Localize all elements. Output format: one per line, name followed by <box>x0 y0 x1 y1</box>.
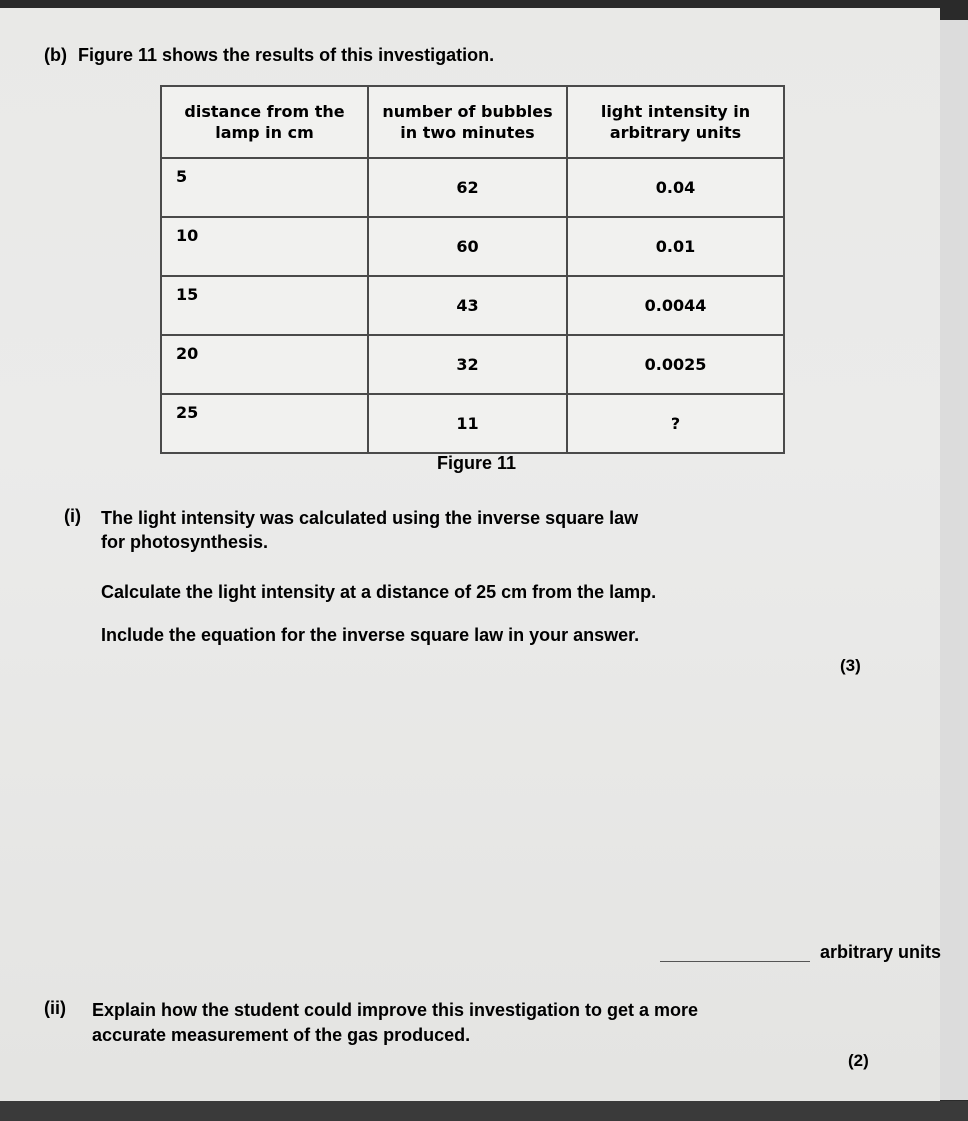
cell-distance: 25 <box>161 394 368 453</box>
question-ii-label: (ii) <box>44 998 66 1018</box>
header-intensity: light intensity in arbitrary units <box>567 86 784 158</box>
cell-distance: 20 <box>161 335 368 394</box>
cell-bubbles: 43 <box>368 276 567 335</box>
cell-bubbles: 11 <box>368 394 567 453</box>
page-edge <box>940 20 968 1100</box>
question-ii-line1: Explain how the student could improve this investigation to get a more <box>92 1000 699 1020</box>
table-row <box>161 276 784 335</box>
table-row <box>161 158 784 217</box>
cell-bubbles: 62 <box>368 158 567 217</box>
question-i-label: (i) <box>64 506 81 526</box>
part-b-heading <box>44 45 494 66</box>
cell-bubbles: 32 <box>368 335 567 394</box>
cell-bubbles: 60 <box>368 217 567 276</box>
question-i-instruction2: Include the equation for the inverse square law in your answer. <box>101 625 640 645</box>
question-i-instruction1: Calculate the light intensity at a distance of 25 cm from the lamp. <box>101 582 657 602</box>
question-ii-line2: accurate measurement of the gas produced. <box>92 1025 471 1045</box>
header-bubbles: number of bubbles in two minutes <box>368 86 567 158</box>
cell-distance: 10 <box>161 217 368 276</box>
table-row <box>161 217 784 276</box>
question-i-marks: (3) <box>840 656 861 675</box>
table-row <box>161 335 784 394</box>
answer-units: arbitrary units <box>820 942 942 962</box>
cell-intensity: 0.0044 <box>567 276 784 335</box>
cell-intensity: 0.01 <box>567 217 784 276</box>
cell-distance: 5 <box>161 158 368 217</box>
cell-intensity: 0.04 <box>567 158 784 217</box>
header-distance: distance from the lamp in cm <box>161 86 368 158</box>
part-b-label: (b) <box>44 45 67 65</box>
question-i-line1: The light intensity was calculated using the inverse square law <box>101 508 639 528</box>
results-table <box>160 85 785 454</box>
part-b-text: Figure 11 shows the results of this investigation. <box>78 45 495 65</box>
cell-distance: 15 <box>161 276 368 335</box>
answer-line[interactable] <box>660 961 810 962</box>
bottom-edge <box>0 1101 968 1121</box>
cell-intensity: 0.0025 <box>567 335 784 394</box>
figure-caption: Figure 11 <box>437 453 517 473</box>
table-header-row <box>161 86 784 158</box>
cell-intensity: ? <box>567 394 784 453</box>
question-ii-marks: (2) <box>848 1051 869 1070</box>
table-row <box>161 394 784 453</box>
question-i-line2: for photosynthesis. <box>101 532 269 552</box>
